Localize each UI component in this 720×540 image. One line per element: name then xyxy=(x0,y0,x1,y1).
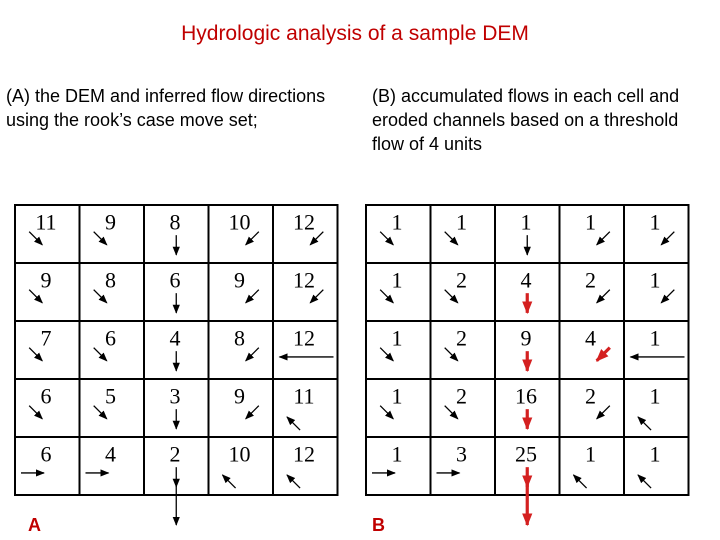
panel-b-flow-arrow xyxy=(638,475,651,488)
panel-a-flow-arrow xyxy=(287,475,300,488)
panel-a-flow-arrow xyxy=(246,406,259,419)
panel-b-cell-value: 1 xyxy=(649,267,661,293)
page-title: Hydrologic analysis of a sample DEM xyxy=(181,22,529,45)
panel-a-cell-value: 6 xyxy=(40,441,52,467)
panel-a-cell-value: 11 xyxy=(35,209,57,235)
panel-b-cell-value: 1 xyxy=(584,441,596,467)
panel-b-label: B xyxy=(372,515,385,535)
panel-a-cell-value: 6 xyxy=(40,383,52,409)
panel-b-cell-value: 9 xyxy=(520,325,532,351)
panel-b-cell-value: 1 xyxy=(584,209,596,235)
panel-b-flow-arrow xyxy=(597,232,610,245)
panel-a-flow-arrow xyxy=(246,290,259,303)
panel-b-cell-value: 2 xyxy=(455,267,467,293)
panel-b-flow-arrow xyxy=(661,290,674,303)
panel-a-cell-value: 6 xyxy=(169,267,181,293)
panel-b-cell-value: 1 xyxy=(391,441,403,467)
panel-a-cell-value: 5 xyxy=(104,383,116,409)
panel-a-flow-arrow xyxy=(287,417,300,430)
panel-a-cell-value: 11 xyxy=(293,383,315,409)
panel-b-cell-value: 4 xyxy=(520,267,532,293)
panel-a-flow-arrow xyxy=(246,348,259,361)
panel-b-cell-value: 1 xyxy=(520,209,532,235)
panel-a-cell-value: 7 xyxy=(40,325,52,351)
panel-a-cell-value: 2 xyxy=(169,441,181,467)
panel-b-cell-value: 25 xyxy=(514,441,537,467)
panel-b-grid-group xyxy=(366,205,689,525)
panel-a-cell-value: 10 xyxy=(228,441,251,467)
panel-a-cell-value: 12 xyxy=(292,441,315,467)
panel-b-cell-value: 1 xyxy=(649,383,661,409)
panel-a-cell-value: 8 xyxy=(169,209,181,235)
panel-b-cell-value: 3 xyxy=(455,441,467,467)
panel-b-cell-value: 4 xyxy=(584,325,596,351)
panel-a-label: A xyxy=(28,515,41,535)
panel-b-cell-value: 1 xyxy=(649,441,661,467)
panel-a-cell-value: 3 xyxy=(169,383,181,409)
panel-a-cell-value: 9 xyxy=(233,267,245,293)
panel-b-cell-value: 1 xyxy=(391,383,403,409)
panel-a-cell-value: 10 xyxy=(228,209,251,235)
panel-b-cell-value: 16 xyxy=(514,383,537,409)
panel-b-cell-value: 2 xyxy=(455,383,467,409)
panel-a-cell-value: 12 xyxy=(292,209,315,235)
panel-b-caption: (B) accumulated flows in each cell and eroded channels based on a threshold flow of 4 units xyxy=(372,86,680,154)
panel-a-cell-value: 9 xyxy=(233,383,245,409)
panel-a-cell-value: 6 xyxy=(104,325,116,351)
panel-b-cell-value: 2 xyxy=(455,325,467,351)
panel-b-flow-arrow xyxy=(597,406,610,419)
panel-b-cell-value: 1 xyxy=(391,325,403,351)
panel-b-flow-arrow xyxy=(573,475,586,488)
panel-a-cell-value: 8 xyxy=(104,267,116,293)
panel-a-cell-value: 4 xyxy=(104,441,116,467)
panel-b-flow-arrow xyxy=(597,290,610,303)
panel-b-flow-arrow xyxy=(638,417,651,430)
panel-b-cell-value: 1 xyxy=(391,209,403,235)
panel-a-caption: (A) the DEM and inferred flow directions using the rook’s case move set; xyxy=(6,86,326,130)
panel-a-cell-value: 12 xyxy=(292,267,315,293)
panel-b-cell-value: 1 xyxy=(649,209,661,235)
panel-a-cell-value: 8 xyxy=(233,325,245,351)
panel-a-cell-value: 9 xyxy=(104,209,116,235)
panel-a-grid-group xyxy=(15,205,338,525)
panel-b-cell-value: 1 xyxy=(391,267,403,293)
panel-b-cell-value: 2 xyxy=(584,383,596,409)
panel-b-cell-value: 2 xyxy=(584,267,596,293)
panel-a-cell-value: 4 xyxy=(169,325,181,351)
panel-b-cell-value: 1 xyxy=(455,209,467,235)
panel-b-flow-arrow xyxy=(661,232,674,245)
panel-b-cell-value: 1 xyxy=(649,325,661,351)
panel-a-cell-value: 12 xyxy=(292,325,315,351)
panel-a-cell-value: 9 xyxy=(40,267,52,293)
panel-a-flow-arrow xyxy=(222,475,235,488)
panel-b-channel-arrow xyxy=(597,348,610,361)
